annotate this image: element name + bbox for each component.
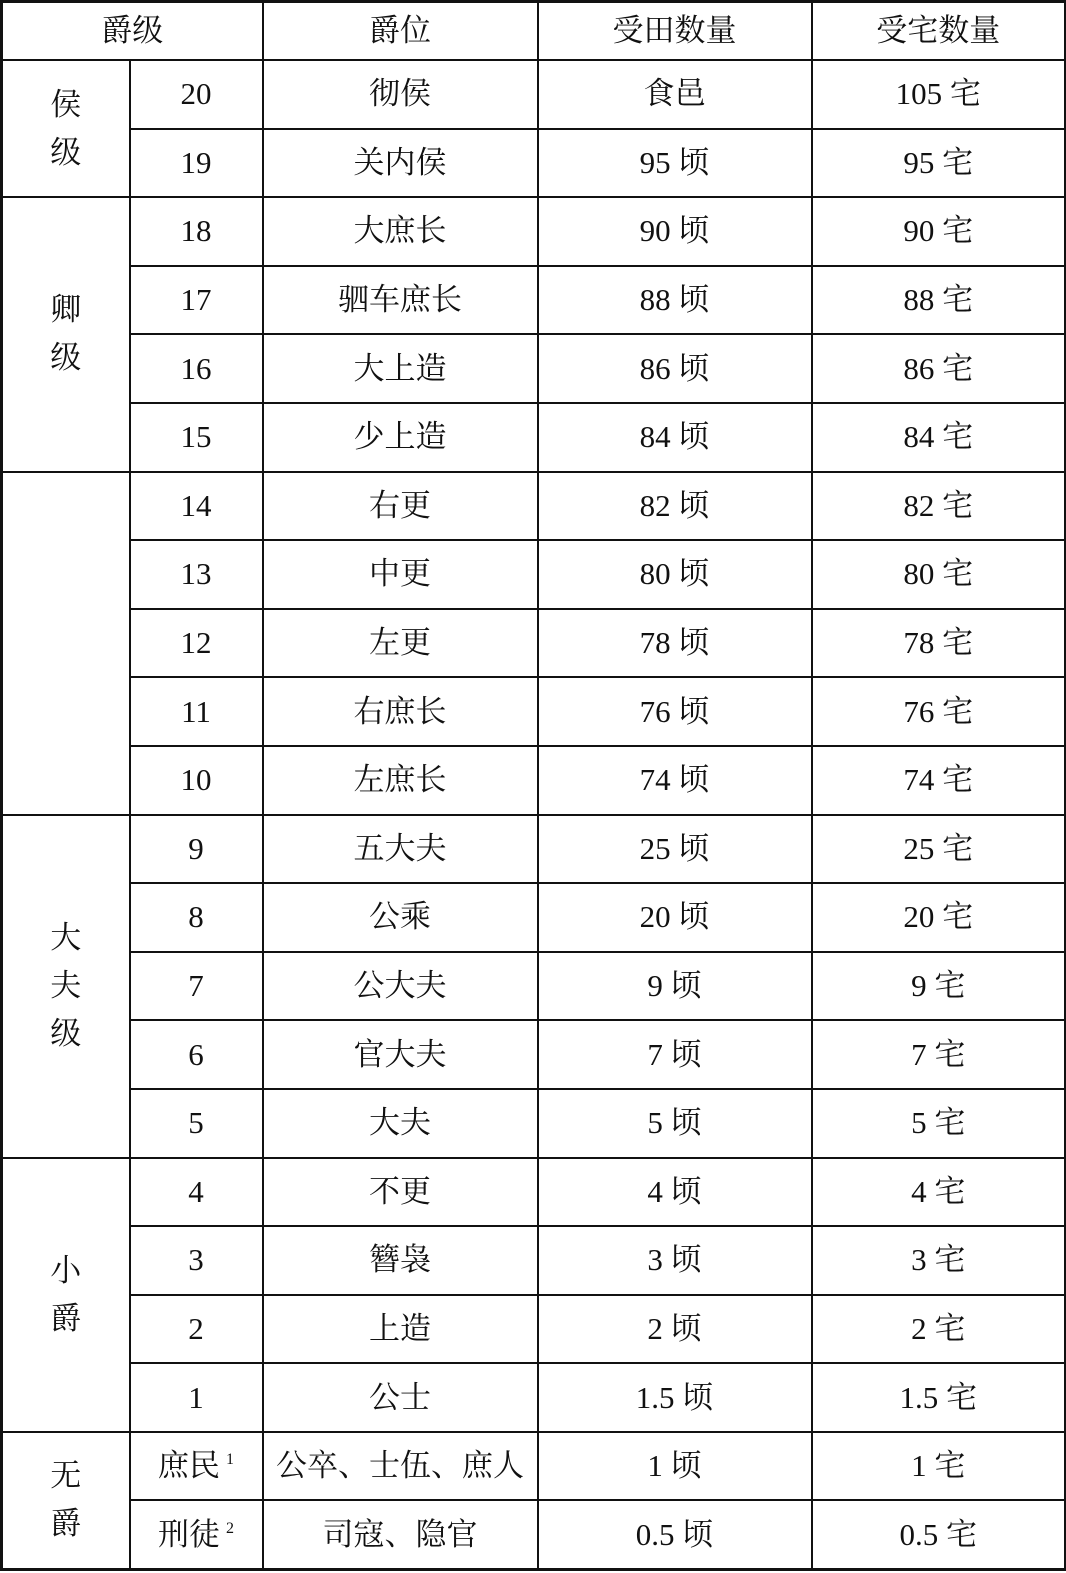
title-cell: 公大夫	[263, 952, 538, 1021]
table-row	[2, 1089, 1066, 1158]
level-text: 13	[180, 556, 212, 592]
level-text: 15	[180, 419, 212, 455]
field-cell: 9 顷	[538, 952, 812, 1021]
field-cell: 3 顷	[538, 1226, 812, 1295]
header-field: 受田数量	[538, 2, 812, 61]
rank-class-char: 无	[50, 1458, 82, 1494]
rank-class-char: 卿	[50, 292, 82, 328]
table-row	[2, 266, 1066, 335]
house-cell: 84 宅	[812, 403, 1066, 472]
rank-class-char: 大	[50, 919, 82, 955]
rank-class-cell	[2, 1432, 130, 1570]
rank-class-char: 级	[50, 1016, 82, 1052]
level-cell	[130, 677, 263, 746]
rank-class-char: 爵	[50, 1506, 82, 1542]
field-cell: 95 顷	[538, 129, 812, 198]
house-cell: 5 宅	[812, 1089, 1066, 1158]
rank-class-char: 级	[50, 134, 82, 170]
table-row	[2, 1432, 1066, 1501]
house-cell: 86 宅	[812, 334, 1066, 403]
field-cell: 4 顷	[538, 1158, 812, 1227]
level-cell	[130, 815, 263, 884]
table-row	[2, 677, 1066, 746]
level-cell	[130, 1226, 263, 1295]
level-text: 7	[188, 967, 204, 1003]
level-cell	[130, 266, 263, 335]
level-text: 16	[180, 350, 212, 386]
house-cell: 4 宅	[812, 1158, 1066, 1227]
level-text: 5	[188, 1105, 204, 1141]
level-cell	[130, 197, 263, 266]
table-row	[2, 609, 1066, 678]
title-cell: 少上造	[263, 403, 538, 472]
level-cell	[130, 1158, 263, 1227]
table-body	[2, 60, 1066, 1570]
level-cell	[130, 1432, 263, 1501]
title-cell: 大夫	[263, 1089, 538, 1158]
title-cell: 司寇、隐官	[263, 1500, 538, 1569]
footnote-marker: 1	[226, 1451, 234, 1469]
level-cell	[130, 334, 263, 403]
level-text: 4	[188, 1173, 204, 1209]
rank-class-cell	[2, 60, 130, 197]
rank-class-cell	[2, 815, 130, 1158]
field-cell: 2 顷	[538, 1295, 812, 1364]
field-cell: 1 顷	[538, 1432, 812, 1501]
house-cell: 3 宅	[812, 1226, 1066, 1295]
house-cell: 80 宅	[812, 540, 1066, 609]
field-cell: 84 顷	[538, 403, 812, 472]
level-text: 17	[180, 282, 212, 318]
house-cell: 76 宅	[812, 677, 1066, 746]
field-cell: 82 顷	[538, 472, 812, 541]
table-row	[2, 883, 1066, 952]
house-cell: 20 宅	[812, 883, 1066, 952]
field-cell: 78 顷	[538, 609, 812, 678]
house-cell: 78 宅	[812, 609, 1066, 678]
table-row	[2, 815, 1066, 884]
level-text: 9	[188, 830, 204, 866]
rank-class-char: 爵	[50, 1300, 82, 1336]
title-cell: 簪袅	[263, 1226, 538, 1295]
house-cell: 95 宅	[812, 129, 1066, 198]
table-row	[2, 1363, 1066, 1432]
title-cell: 中更	[263, 540, 538, 609]
header-house: 受宅数量	[812, 2, 1066, 61]
title-cell: 不更	[263, 1158, 538, 1227]
field-cell: 88 顷	[538, 266, 812, 335]
table-row	[2, 1226, 1066, 1295]
house-cell: 88 宅	[812, 266, 1066, 335]
title-cell: 右更	[263, 472, 538, 541]
field-cell: 86 顷	[538, 334, 812, 403]
table-row	[2, 540, 1066, 609]
table-row	[2, 60, 1066, 129]
field-cell: 80 顷	[538, 540, 812, 609]
field-cell: 76 顷	[538, 677, 812, 746]
house-cell: 9 宅	[812, 952, 1066, 1021]
title-cell: 上造	[263, 1295, 538, 1364]
level-cell	[130, 1500, 263, 1569]
level-text: 12	[180, 625, 212, 660]
table-row	[2, 952, 1066, 1021]
rank-class-char: 小	[50, 1252, 82, 1288]
rank-class-char: 级	[50, 340, 82, 376]
level-text: 1	[188, 1379, 204, 1415]
rank-class-char: 夫	[50, 967, 82, 1003]
house-cell: 90 宅	[812, 197, 1066, 266]
level-cell	[130, 1295, 263, 1364]
level-text: 14	[180, 487, 212, 523]
level-text: 刑徒	[158, 1516, 220, 1552]
level-cell	[130, 1020, 263, 1089]
title-cell: 右庶长	[263, 677, 538, 746]
table-row	[2, 403, 1066, 472]
title-cell: 官大夫	[263, 1020, 538, 1089]
header-row	[2, 2, 1066, 61]
level-text: 11	[181, 693, 211, 729]
level-cell	[130, 609, 263, 678]
table-row	[2, 472, 1066, 541]
level-text: 18	[180, 213, 212, 249]
footnote-marker: 2	[226, 1519, 234, 1537]
house-cell: 7 宅	[812, 1020, 1066, 1089]
rank-class-cell	[2, 472, 130, 815]
level-cell	[130, 746, 263, 815]
field-cell: 20 顷	[538, 883, 812, 952]
field-cell: 7 顷	[538, 1020, 812, 1089]
level-cell	[130, 1363, 263, 1432]
level-cell	[130, 403, 263, 472]
title-cell: 关内侯	[263, 129, 538, 198]
header-title: 爵位	[263, 2, 538, 61]
rank-class-char: 侯	[50, 86, 82, 122]
field-cell: 0.5 顷	[538, 1500, 812, 1569]
level-text: 8	[188, 899, 204, 935]
table-row	[2, 1020, 1066, 1089]
title-cell: 左庶长	[263, 746, 538, 815]
level-text: 6	[188, 1036, 204, 1072]
field-cell: 食邑	[538, 60, 812, 129]
table-row	[2, 129, 1066, 198]
title-cell: 彻侯	[263, 60, 538, 129]
level-cell	[130, 1089, 263, 1158]
level-cell	[130, 129, 263, 198]
level-text: 19	[180, 144, 212, 180]
level-text: 2	[188, 1310, 204, 1346]
title-cell: 驷车庶长	[263, 266, 538, 335]
field-cell: 25 顷	[538, 815, 812, 884]
level-cell	[130, 540, 263, 609]
house-cell: 74 宅	[812, 746, 1066, 815]
field-cell: 5 顷	[538, 1089, 812, 1158]
field-cell: 1.5 顷	[538, 1363, 812, 1432]
table-row	[2, 1500, 1066, 1569]
level-cell	[130, 952, 263, 1021]
title-cell: 公卒、士伍、庶人	[263, 1432, 538, 1501]
table-row	[2, 197, 1066, 266]
house-cell: 1 宅	[812, 1432, 1066, 1501]
house-cell: 25 宅	[812, 815, 1066, 884]
level-text: 10	[180, 762, 212, 798]
title-cell: 左更	[263, 609, 538, 678]
field-cell: 90 顷	[538, 197, 812, 266]
level-text: 庶民	[158, 1448, 220, 1484]
house-cell: 82 宅	[812, 472, 1066, 541]
title-cell: 大上造	[263, 334, 538, 403]
house-cell: 1.5 宅	[812, 1363, 1066, 1432]
title-cell: 公乘	[263, 883, 538, 952]
header-rank-class: 爵级	[2, 2, 263, 61]
house-cell: 105 宅	[812, 60, 1066, 129]
field-cell: 74 顷	[538, 746, 812, 815]
title-cell: 公士	[263, 1363, 538, 1432]
rank-class-cell	[2, 1158, 130, 1432]
rank-class-cell	[2, 197, 130, 471]
level-text: 3	[188, 1242, 204, 1278]
title-cell: 五大夫	[263, 815, 538, 884]
table-row	[2, 334, 1066, 403]
house-cell: 2 宅	[812, 1295, 1066, 1364]
table-row	[2, 746, 1066, 815]
level-text: 20	[180, 76, 212, 112]
level-cell	[130, 883, 263, 952]
house-cell: 0.5 宅	[812, 1500, 1066, 1569]
level-cell	[130, 60, 263, 129]
title-cell: 大庶长	[263, 197, 538, 266]
table-row	[2, 1295, 1066, 1364]
table-row	[2, 1158, 1066, 1227]
level-cell	[130, 472, 263, 541]
